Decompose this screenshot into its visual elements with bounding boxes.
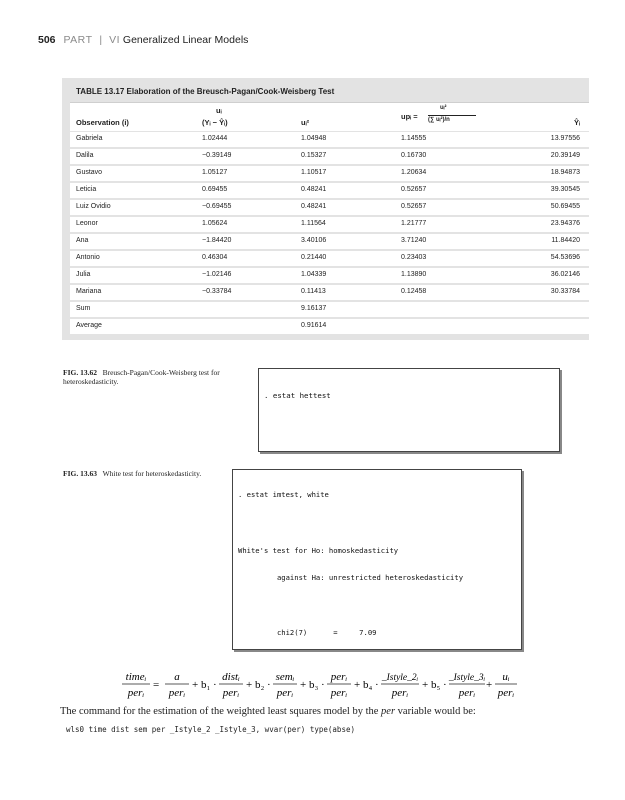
plus-sign: + — [486, 679, 493, 691]
col-header-up-numerator: uᵢ² — [440, 105, 447, 111]
cell-up: 3.71240 — [401, 237, 427, 244]
body-text-end: variable would be: — [395, 706, 476, 717]
coefficient-b4: + b₄ · — [354, 679, 379, 691]
coefficient-b5: + b₅ · — [422, 679, 447, 691]
wls-formula — [120, 668, 515, 702]
cell-up: 0.23403 — [401, 254, 427, 261]
section-title: Generalized Linear Models — [122, 34, 249, 46]
output-line: White's test for Ho: homoskedasticity — [238, 545, 399, 555]
cell-u-squared: 3.40106 — [301, 237, 327, 244]
cell-u: −0.39149 — [202, 152, 232, 159]
output-line — [233, 518, 521, 527]
cell-u-squared: 0.48241 — [301, 203, 327, 210]
fraction-denominator: perᵢ — [222, 687, 240, 699]
output-line: . estat hettest — [264, 391, 331, 401]
output-line: . estat imtest, white — [238, 490, 329, 500]
col-header-yhat: Ŷᵢ — [573, 118, 580, 127]
table-footer-band — [70, 334, 589, 340]
cell-u-squared: 1.11564 — [301, 220, 326, 227]
table-row-sum — [70, 302, 589, 317]
figure-caption-text: Breusch-Pagan/Cook-Weisberg test for heteroskedasticity. — [63, 368, 220, 386]
fraction-numerator: distᵢ — [222, 671, 240, 683]
cell-u: −0.33784 — [202, 288, 232, 295]
cell-u: 0.46304 — [202, 254, 228, 261]
cell-yhat: 18.94873 — [550, 169, 580, 176]
col-header-up-denominator: (∑ uᵢ²)/n — [428, 117, 450, 123]
col-header-u-top: uᵢ — [216, 106, 222, 115]
table-row — [70, 268, 589, 283]
fraction-istyle2 — [381, 673, 419, 699]
figure-number: FIG. 13.62 — [63, 368, 97, 377]
cell-yhat: 13.97556 — [550, 135, 580, 142]
cell-observation: Julia — [76, 271, 91, 278]
equals-sign: = — [153, 679, 160, 691]
output-line — [259, 421, 559, 431]
cell-up: 1.20634 — [401, 169, 427, 176]
cell-yhat: 11.84420 — [551, 237, 580, 244]
col-header-up-label: upᵢ = — [401, 112, 418, 121]
cell-u: 0.69455 — [202, 186, 228, 193]
fraction-denominator: perᵢ — [168, 687, 186, 699]
cell-observation: Mariana — [76, 288, 102, 295]
part-label: PART — [63, 34, 93, 46]
table-row-average — [70, 319, 589, 334]
fraction-numerator: _Istyle_2ᵢ — [381, 673, 419, 683]
fraction-time — [122, 671, 150, 699]
table-row — [70, 217, 589, 232]
cell-yhat: 39.30545 — [550, 186, 580, 193]
fraction-istyle3 — [448, 673, 486, 699]
fraction-numerator: _Istyle_3ᵢ — [448, 673, 486, 683]
cell-yhat: 50.69455 — [550, 203, 580, 210]
cell-sum-value: 9.16137 — [301, 305, 327, 312]
coefficient-b1: + b₁ · — [192, 679, 217, 691]
figure-caption-13-63 — [63, 469, 233, 478]
fraction-numerator: semᵢ — [275, 671, 295, 683]
cell-yhat: 36.02146 — [550, 271, 580, 278]
fraction-denominator: perᵢ — [391, 687, 409, 699]
part-number: VI — [109, 34, 120, 46]
figure-number: FIG. 13.63 — [63, 469, 97, 478]
cell-up: 0.52657 — [401, 203, 427, 210]
cell-average-label: Average — [76, 322, 102, 329]
cell-up: 0.12458 — [401, 288, 427, 295]
output-line: against Ha: unrestricted heteroskedasticity — [238, 573, 464, 583]
figure-caption-13-62 — [63, 368, 253, 386]
body-paragraph — [60, 706, 476, 717]
table-row — [70, 285, 589, 300]
col-header-observation: Observation (i) — [76, 118, 129, 127]
fraction-denominator: perᵢ — [276, 687, 294, 699]
table-row — [70, 200, 589, 215]
fraction-denominator: perᵢ — [330, 687, 348, 699]
cell-up: 0.16730 — [401, 152, 427, 159]
cell-u-squared: 0.15327 — [301, 152, 327, 159]
cell-yhat: 54.53696 — [550, 254, 580, 261]
cell-u: 1.02444 — [202, 135, 228, 142]
cell-observation: Luiz Ovidio — [76, 203, 111, 210]
output-line — [233, 601, 521, 610]
table-header — [70, 103, 589, 131]
cell-u-squared: 1.04339 — [301, 271, 327, 278]
table-row — [70, 149, 589, 164]
cell-up: 0.52657 — [401, 186, 427, 193]
cell-yhat: 23.94376 — [550, 220, 580, 227]
cell-observation: Antonio — [76, 254, 100, 261]
cell-u-squared: 0.21440 — [301, 254, 327, 261]
fraction-denominator: perᵢ — [458, 687, 476, 699]
fraction-dist — [219, 671, 243, 699]
cell-observation: Dalila — [76, 152, 94, 159]
page-number: 506 — [38, 34, 56, 46]
col-header-u-squared: uᵢ² — [301, 118, 310, 127]
body-text-variable: per — [381, 706, 396, 717]
stata-output-hettest — [258, 368, 560, 452]
cell-yhat: 30.33784 — [550, 288, 580, 295]
table-row — [70, 251, 589, 266]
fraction-per — [327, 671, 351, 699]
table-title: TABLE 13.17 Elaboration of the Breusch-Pagan/Cook-Weisberg Test — [76, 87, 335, 96]
coefficient-b3: + b₃ · — [300, 679, 325, 691]
cell-observation: Gabriela — [76, 135, 103, 142]
table-row — [70, 183, 589, 198]
cell-u: −1.02146 — [202, 271, 232, 278]
col-header-u-bottom: (Yᵢ − Ŷᵢ) — [202, 118, 228, 127]
cell-observation: Gustavo — [76, 169, 103, 176]
col-header-up-fraction-bar — [428, 115, 476, 116]
fraction-u — [495, 671, 517, 699]
fraction-numerator: timeᵢ — [125, 671, 147, 683]
fraction-numerator: a — [174, 671, 180, 683]
cell-average-value: 0.91614 — [301, 322, 327, 329]
fraction-sem — [273, 671, 297, 699]
cell-u-squared: 0.48241 — [301, 186, 327, 193]
cell-u-squared: 1.04948 — [301, 135, 327, 142]
fraction-denominator: perᵢ — [497, 687, 515, 699]
cell-u: −1.84420 — [202, 237, 232, 244]
cell-yhat: 20.39149 — [550, 152, 580, 159]
cell-up: 1.14555 — [401, 135, 427, 142]
cell-up: 1.21777 — [401, 220, 427, 227]
output-line: chi2(7) = 7.09 — [238, 628, 377, 638]
cell-u-squared: 1.10517 — [301, 169, 327, 176]
fraction-a — [165, 671, 189, 699]
table-row — [70, 234, 589, 249]
cell-u: −0.69455 — [202, 203, 232, 210]
fraction-denominator: perᵢ — [127, 687, 145, 699]
cell-u: 1.05624 — [202, 220, 228, 227]
fraction-numerator: perᵢ — [330, 671, 348, 683]
stata-command: wls0 time dist sem per _Istyle_2 _Istyle_3, wvar(per) type(abse) — [66, 725, 355, 734]
cell-u: 1.05127 — [202, 169, 228, 176]
page-header — [38, 34, 248, 46]
coefficient-b2: + b₂ · — [246, 679, 271, 691]
formula-svg — [120, 668, 515, 702]
table-row — [70, 166, 589, 181]
cell-up: 1.13890 — [401, 271, 427, 278]
cell-u-squared: 0.11413 — [301, 288, 326, 295]
cell-observation: Leonor — [76, 220, 98, 227]
cell-observation: Leticia — [76, 186, 97, 193]
table-row — [70, 132, 589, 147]
stata-output-imtest — [232, 469, 522, 650]
header-separator: | — [99, 34, 103, 46]
body-text-start: The command for the estimation of the weighted least squares model by the — [60, 706, 382, 717]
figure-caption-text: White test for heteroskedasticity. — [102, 469, 202, 478]
fraction-numerator: uᵢ — [502, 671, 510, 683]
cell-observation: Ana — [76, 237, 89, 244]
cell-sum-label: Sum — [76, 305, 91, 312]
